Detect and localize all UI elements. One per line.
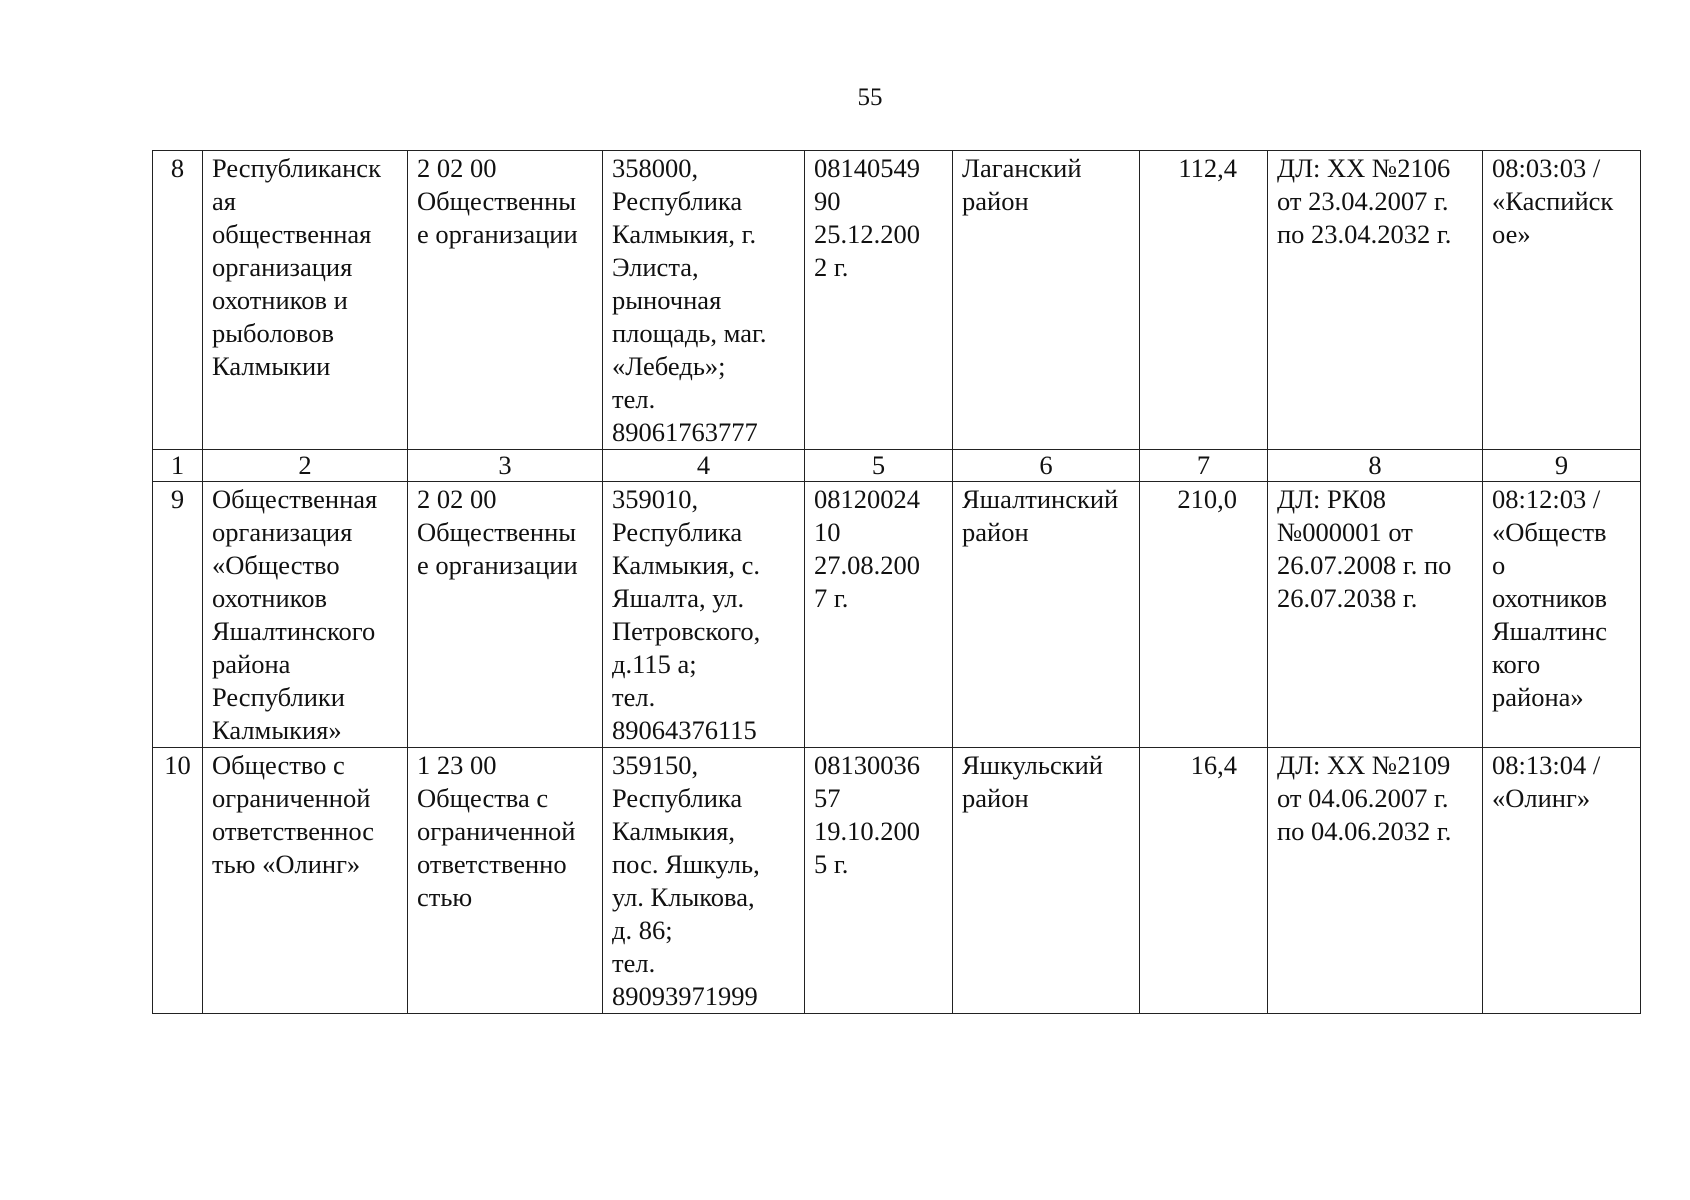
cell-text-line: по 04.06.2032 г.	[1277, 816, 1452, 846]
cell-text-line: Общественны	[417, 517, 577, 547]
cell-text-line: охотников	[212, 583, 327, 613]
cell-text-line: стью	[417, 882, 473, 912]
cell-text-line: ул. Клыкова,	[612, 882, 755, 912]
cell-text-line: «Олинг»	[1492, 783, 1591, 813]
legal-form-cell	[408, 151, 603, 450]
column-number: 1	[153, 450, 203, 482]
cell-text-line: района»	[1492, 682, 1584, 712]
cell-text-line: от 04.06.2007 г.	[1277, 783, 1449, 813]
cell-text-line: Республика	[612, 186, 743, 216]
column-number: 4	[603, 450, 805, 482]
area-cell: 16,4	[1140, 748, 1268, 1014]
cell-text-line: рыночная	[612, 285, 722, 315]
license-cell	[1268, 151, 1483, 450]
column-number: 3	[408, 450, 603, 482]
cell-text-line: охотников и	[212, 285, 348, 315]
table-row	[153, 151, 1641, 450]
cell-text-line: д.115 а;	[612, 649, 697, 679]
column-number: 2	[203, 450, 408, 482]
cell-text-line: 358000,	[612, 153, 699, 183]
cell-text-line: охотников	[1492, 583, 1607, 613]
cell-text-line: тел.	[612, 948, 656, 978]
cell-text-line: 08:13:04 /	[1492, 750, 1601, 780]
page-number: 55	[857, 84, 883, 111]
cell-text-line: о	[1492, 550, 1506, 580]
column-number: 7	[1140, 450, 1268, 482]
cell-text-line: Калмыкия, г.	[612, 219, 757, 249]
cell-text-line: тел.	[612, 682, 656, 712]
address-cell	[603, 482, 805, 748]
cell-text-line: рыболовов	[212, 318, 335, 348]
registration-number-cell	[805, 482, 953, 748]
cell-text-line: 89061763777	[612, 417, 758, 447]
cell-text-line: район	[962, 517, 1029, 547]
cell-text-line: Яшалтинский	[962, 484, 1119, 514]
row-number-cell: 8	[153, 151, 203, 450]
column-number: 8	[1268, 450, 1483, 482]
row-number-cell: 10	[153, 748, 203, 1014]
cell-text-line: 08:03:03 /	[1492, 153, 1601, 183]
cell-text-line: е организации	[417, 219, 578, 249]
cell-text-line: ограниченной	[417, 816, 576, 846]
table-row	[153, 748, 1641, 1014]
cell-text-line: 2 02 00	[417, 484, 497, 514]
cell-text-line: ДЛ: ХХ №2109	[1277, 750, 1451, 780]
cell-text-line: района	[212, 649, 291, 679]
cell-text-line: 89064376115	[612, 715, 757, 745]
legal-form-cell	[408, 748, 603, 1014]
table-body-top	[153, 151, 1641, 450]
cell-text-line: район	[962, 783, 1029, 813]
cell-text-line: 25.12.200	[814, 219, 920, 249]
area-cell: 210,0	[1140, 482, 1268, 748]
cell-text-line: Калмыкия, с.	[612, 550, 761, 580]
district-cell	[953, 482, 1140, 748]
cell-text-line: Лаганский	[962, 153, 1082, 183]
cell-text-line: ая	[212, 186, 236, 216]
column-number-header	[153, 450, 1641, 482]
ground-code-cell	[1483, 482, 1641, 748]
cell-text-line: 10	[814, 517, 841, 547]
cell-text-line: ДЛ: ХХ №2106	[1277, 153, 1451, 183]
organization-name-cell	[203, 151, 408, 450]
cell-text-line: Калмыкия,	[612, 816, 735, 846]
cell-text-line: Республика	[612, 783, 743, 813]
cell-text-line: Яшкульский	[962, 750, 1103, 780]
address-cell	[603, 151, 805, 450]
address-cell	[603, 748, 805, 1014]
registration-number-cell	[805, 151, 953, 450]
cell-text-line: 359010,	[612, 484, 699, 514]
cell-text-line: Общество с	[212, 750, 345, 780]
cell-text-line: кого	[1492, 649, 1541, 679]
cell-text-line: «Лебедь»;	[612, 351, 726, 381]
table-body-bottom	[153, 482, 1641, 1014]
hunting-grounds-table	[152, 150, 1641, 1014]
cell-text-line: «Обществ	[1492, 517, 1607, 547]
ground-code-cell	[1483, 748, 1641, 1014]
cell-text-line: Калмыкии	[212, 351, 331, 381]
registration-number-cell	[805, 748, 953, 1014]
license-cell	[1268, 482, 1483, 748]
cell-text-line: «Каспийск	[1492, 186, 1614, 216]
legal-form-cell	[408, 482, 603, 748]
column-number: 9	[1483, 450, 1641, 482]
cell-text-line: по 23.04.2032 г.	[1277, 219, 1452, 249]
cell-text-line: ограниченной	[212, 783, 371, 813]
cell-text-line: пос. Яшкуль,	[612, 849, 760, 879]
cell-text-line: Республики	[212, 682, 345, 712]
cell-text-line: 08140549	[814, 153, 920, 183]
cell-text-line: 27.08.200	[814, 550, 920, 580]
cell-text-line: 26.07.2008 г. по	[1277, 550, 1452, 580]
cell-text-line: 7 г.	[814, 583, 849, 613]
cell-text-line: Республика	[612, 517, 743, 547]
cell-text-line: общественная	[212, 219, 372, 249]
cell-text-line: 2 г.	[814, 252, 849, 282]
district-cell	[953, 748, 1140, 1014]
cell-text-line: 359150,	[612, 750, 699, 780]
cell-text-line: Яшалта, ул.	[612, 583, 745, 613]
cell-text-line: ДЛ: РК08	[1277, 484, 1386, 514]
column-number: 5	[805, 450, 953, 482]
cell-text-line: 2 02 00	[417, 153, 497, 183]
row-number-cell: 9	[153, 482, 203, 748]
cell-text-line: 08:12:03 /	[1492, 484, 1601, 514]
cell-text-line: Яшалтинского	[212, 616, 376, 646]
table-row	[153, 482, 1641, 748]
license-cell	[1268, 748, 1483, 1014]
cell-text-line: Общественная	[212, 484, 378, 514]
cell-text-line: 08130036	[814, 750, 920, 780]
cell-text-line: 5 г.	[814, 849, 849, 879]
cell-text-line: Петровского,	[612, 616, 761, 646]
cell-text-line: площадь, маг.	[612, 318, 767, 348]
cell-text-line: №000001 от	[1277, 517, 1413, 547]
cell-text-line: 1 23 00	[417, 750, 497, 780]
ground-code-cell	[1483, 151, 1641, 450]
cell-text-line: 57	[814, 783, 841, 813]
cell-text-line: район	[962, 186, 1029, 216]
cell-text-line: ответственно	[417, 849, 567, 879]
cell-text-line: ответственнос	[212, 816, 375, 846]
organization-name-cell	[203, 482, 408, 748]
cell-text-line: «Общество	[212, 550, 340, 580]
column-number: 6	[953, 450, 1140, 482]
cell-text-line: Калмыкия»	[212, 715, 342, 745]
cell-text-line: 26.07.2038 г.	[1277, 583, 1418, 613]
cell-text-line: Общества с	[417, 783, 549, 813]
cell-text-line: 90	[814, 186, 841, 216]
cell-text-line: Яшалтинс	[1492, 616, 1608, 646]
cell-text-line: организация	[212, 517, 353, 547]
cell-text-line: тел.	[612, 384, 656, 414]
cell-text-line: Республиканск	[212, 153, 381, 183]
cell-text-line: 89093971999	[612, 981, 758, 1011]
cell-text-line: Элиста,	[612, 252, 699, 282]
area-cell: 112,4	[1140, 151, 1268, 450]
organization-name-cell	[203, 748, 408, 1014]
cell-text-line: д. 86;	[612, 915, 673, 945]
column-number-row	[153, 450, 1641, 482]
cell-text-line: ое»	[1492, 219, 1531, 249]
cell-text-line: от 23.04.2007 г.	[1277, 186, 1449, 216]
cell-text-line: 19.10.200	[814, 816, 920, 846]
district-cell	[953, 151, 1140, 450]
cell-text-line: Общественны	[417, 186, 577, 216]
cell-text-line: 08120024	[814, 484, 920, 514]
cell-text-line: тью «Олинг»	[212, 849, 361, 879]
cell-text-line: организация	[212, 252, 353, 282]
cell-text-line: е организации	[417, 550, 578, 580]
